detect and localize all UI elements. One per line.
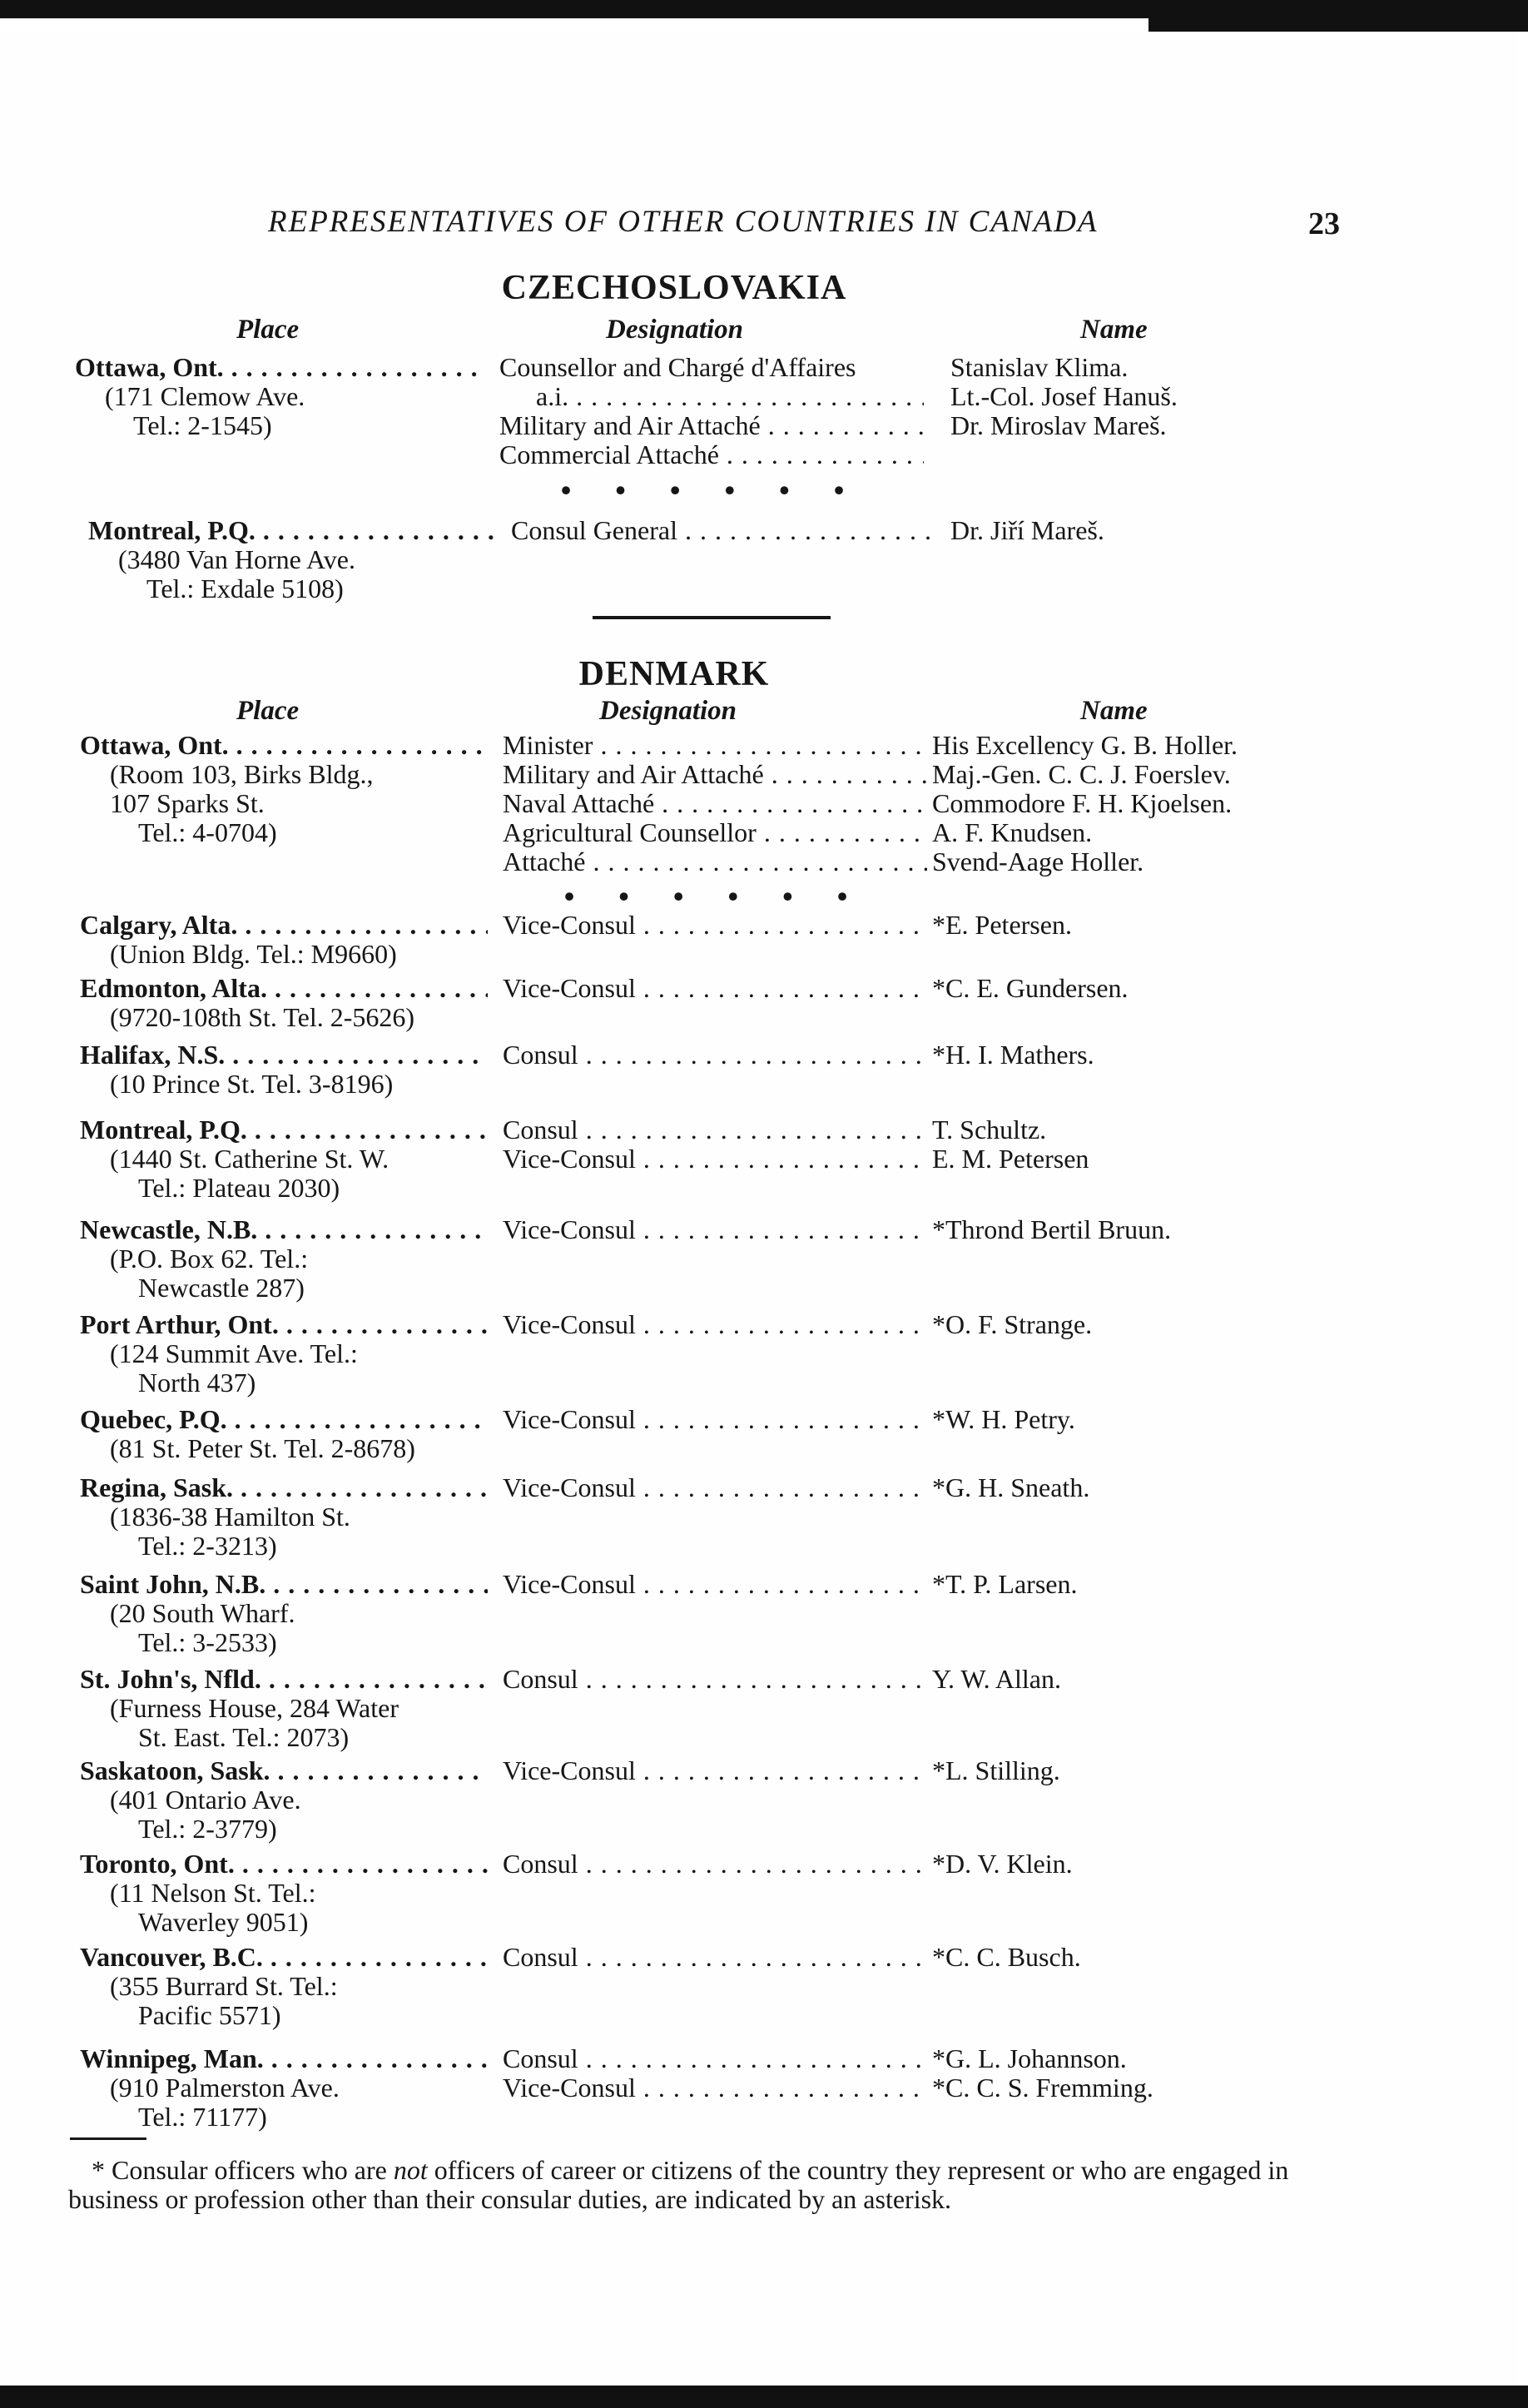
footnote-text-before: Consular officers who are: [112, 2155, 394, 2185]
designation: Military and Air Attaché . . .: [499, 411, 924, 440]
place-address: Tel.: 3-2533): [138, 1628, 277, 1657]
place-city: Regina, Sask. . . .: [80, 1473, 488, 1502]
designation: a.i. . . .: [499, 382, 924, 411]
place-city: Newcastle, N.B. . . .: [80, 1215, 488, 1244]
representative-name: *D. V. Klein.: [932, 1849, 1073, 1879]
designation-cell: [503, 1665, 927, 1694]
designation-cell: [503, 1405, 927, 1434]
designation-cell: [503, 974, 927, 1003]
designation-cell: [503, 911, 927, 940]
representative-name: *H. I. Mathers.: [932, 1040, 1094, 1070]
designation-cell: [511, 516, 935, 545]
place-address: (20 South Wharf.: [110, 1599, 295, 1628]
representative-name: *C. E. Gundersen.: [932, 974, 1129, 1003]
place-address: (11 Nelson St. Tel.:: [110, 1879, 316, 1908]
name-cell: [950, 516, 1528, 545]
column-header-name: Name: [1080, 696, 1148, 726]
designation: Vice-Consul . . .: [503, 2073, 927, 2103]
place-city: Ottawa, Ont. . . .: [80, 731, 488, 760]
name-cell: [932, 1473, 1515, 1502]
place-cell: [80, 731, 488, 847]
place-city: Port Arthur, Ont. . . .: [80, 1310, 488, 1339]
designation: Consul . . .: [503, 1849, 927, 1879]
name-cell: [932, 1040, 1515, 1070]
page-header: [0, 204, 1528, 246]
representative-name: Commodore F. H. Kjoelsen.: [932, 789, 1233, 818]
place-address: North 437): [138, 1368, 256, 1398]
designation: Vice-Consul . . .: [503, 1310, 927, 1339]
place-city: Toronto, Ont. . . .: [80, 1849, 488, 1879]
place-address: (1440 St. Catherine St. W.: [110, 1144, 389, 1174]
place-cell: [80, 1310, 488, 1398]
place-cell: [80, 1849, 488, 1937]
column-header-designation: Designation: [606, 315, 744, 345]
designation: Vice-Consul . . .: [503, 911, 927, 940]
designation: Consul . . .: [503, 2044, 927, 2073]
designation: Consul . . .: [503, 1115, 927, 1144]
name-cell: [932, 1115, 1515, 1174]
designation: Naval Attaché . . .: [503, 789, 927, 818]
place-city: Montreal, P.Q. . . .: [80, 1115, 488, 1144]
place-address: (Union Bldg. Tel.: M9660): [110, 940, 397, 969]
name-cell: [932, 1570, 1515, 1599]
place-address: (171 Clemow Ave.: [105, 382, 305, 411]
place-cell: [80, 1570, 488, 1657]
name-cell: [932, 1215, 1515, 1244]
name-cell: [932, 1756, 1515, 1785]
representative-name: *C. C. Busch.: [932, 1943, 1081, 1972]
representative-name: Lt.-Col. Josef Hanuš.: [950, 382, 1178, 411]
representative-name: *O. F. Strange.: [932, 1310, 1093, 1339]
place-address: (Furness House, 284 Water: [110, 1694, 399, 1723]
column-headers-czechoslovakia: [0, 315, 1528, 351]
place-city: Edmonton, Alta. . . .: [80, 974, 488, 1003]
representative-name: *T. P. Larsen.: [932, 1570, 1078, 1599]
column-headers-denmark: [0, 696, 1528, 732]
place-city: Saint John, N.B. . . .: [80, 1570, 488, 1599]
designation-cell: [503, 1849, 927, 1879]
representative-name: *E. Petersen.: [932, 911, 1072, 940]
footnote-text-after: officers of career or citizens of the country they represent or who are engaged in business or profession other than their consular duties, are indicated by an asterisk.: [68, 2155, 1289, 2214]
place-address: (910 Palmerston Ave.: [110, 2073, 340, 2103]
scan-border-bottom: [0, 2386, 1528, 2408]
place-cell: [80, 974, 488, 1032]
name-cell: [932, 1665, 1515, 1694]
place-address: (401 Ontario Ave.: [110, 1785, 301, 1815]
designation: Vice-Consul . . .: [503, 974, 927, 1003]
place-address: Newcastle 287): [138, 1274, 305, 1303]
footnote-marker: *: [92, 2155, 105, 2185]
designation: Vice-Consul . . .: [503, 1570, 927, 1599]
name-cell: [932, 1849, 1515, 1879]
place-city: Saskatoon, Sask. . . .: [80, 1756, 488, 1785]
representative-name: Stanislav Klima.: [950, 353, 1129, 382]
footnote-emphasis: not: [393, 2155, 428, 2185]
representative-name: Y. W. Allan.: [932, 1665, 1061, 1694]
place-cell: [80, 2044, 488, 2132]
place-address: St. East. Tel.: 2073): [138, 1723, 350, 1752]
place-cell: [88, 516, 496, 603]
country-heading-denmark: DENMARK: [578, 655, 770, 693]
representative-name: *Thrond Bertil Bruun.: [932, 1215, 1172, 1244]
name-cell: [950, 353, 1528, 440]
name-cell: [932, 911, 1515, 940]
place-cell: [80, 1405, 488, 1463]
place-city: Montreal, P.Q. . . .: [88, 516, 496, 545]
designation: Consul . . .: [503, 1665, 927, 1694]
place-address: Pacific 5571): [138, 2001, 281, 2030]
separator-bullets: • • • • • •: [563, 880, 866, 913]
page-number: 23: [1308, 206, 1340, 241]
representative-name: *L. Stilling.: [932, 1756, 1060, 1785]
place-telephone: Tel.: Exdale 5108): [146, 574, 344, 603]
designation: Minister . . .: [503, 731, 927, 760]
name-cell: [932, 974, 1515, 1003]
place-cell: [80, 1665, 488, 1752]
place-telephone: Tel.: 2-1545): [133, 411, 272, 440]
representative-name: *C. C. S. Fremming.: [932, 2073, 1153, 2103]
designation: Vice-Consul . . .: [503, 1215, 927, 1244]
place-cell: [80, 1756, 488, 1844]
representative-name: Dr. Miroslav Mareš.: [950, 411, 1167, 440]
designation: Vice-Consul . . .: [503, 1473, 927, 1502]
designation-cell: [503, 731, 927, 876]
place-city: Ottawa, Ont. . . .: [75, 353, 483, 382]
running-title: REPRESENTATIVES OF OTHER COUNTRIES IN CANADA: [268, 205, 1099, 239]
name-cell: [932, 2044, 1515, 2103]
column-header-designation: Designation: [599, 696, 737, 726]
designation: Attaché . . .: [503, 847, 927, 876]
representative-name: *G. H. Sneath.: [932, 1473, 1090, 1502]
place-address: 107 Sparks St.: [110, 789, 265, 818]
place-city: Halifax, N.S. . . .: [80, 1040, 488, 1070]
column-header-name: Name: [1080, 315, 1148, 345]
place-cell: [80, 911, 488, 969]
representative-name: Dr. Jiří Mareš.: [950, 516, 1104, 545]
designation: Vice-Consul . . .: [503, 1144, 927, 1174]
place-city: Winnipeg, Man. . . .: [80, 2044, 488, 2073]
designation-cell: [503, 1040, 927, 1070]
place-address: (9720-108th St. Tel. 2-5626): [110, 1003, 415, 1032]
designation-cell: [503, 1756, 927, 1785]
place-address: (P.O. Box 62. Tel.:: [110, 1244, 309, 1274]
place-cell: [80, 1943, 488, 2030]
representative-name: *W. H. Petry.: [932, 1405, 1075, 1434]
place-address: (10 Prince St. Tel. 3-8196): [110, 1070, 394, 1099]
designation-cell: [503, 1943, 927, 1972]
place-address: (Room 103, Birks Bldg.,: [110, 760, 374, 789]
place-address: Tel.: 4-0704): [138, 818, 277, 847]
name-cell: [932, 731, 1515, 876]
place-cell: [80, 1215, 488, 1303]
designation-cell: [499, 353, 924, 469]
country-heading-czechoslovakia: CZECHOSLOVAKIA: [501, 269, 847, 307]
place-address: (3480 Van Horne Ave.: [118, 545, 355, 574]
designation: Consul . . .: [503, 1943, 927, 1972]
designation-cell: [503, 1215, 927, 1244]
place-cell: [80, 1115, 488, 1203]
place-address: Tel.: Plateau 2030): [138, 1174, 340, 1203]
designation: Counsellor and Chargé d'Affaires: [499, 353, 856, 382]
place-cell: [80, 1040, 488, 1099]
representative-name: Svend-Aage Holler.: [932, 847, 1144, 876]
representative-name: Maj.-Gen. C. C. J. Foerslev.: [932, 760, 1231, 789]
name-cell: [932, 1943, 1515, 1972]
place-city: St. John's, Nfld. . . .: [80, 1665, 488, 1694]
designation-cell: [503, 2044, 927, 2103]
place-address: Tel.: 71177): [138, 2103, 267, 2132]
designation: Agricultural Counsellor . . .: [503, 818, 927, 847]
footnote-rule: [70, 2137, 146, 2140]
name-cell: [932, 1405, 1515, 1434]
designation: Vice-Consul . . .: [503, 1405, 927, 1434]
place-city: Quebec, P.Q. . . .: [80, 1405, 488, 1434]
designation: Consul General . . .: [511, 516, 935, 545]
place-address: Waverley 9051): [138, 1908, 309, 1937]
scan-border-top-right: [1148, 18, 1528, 32]
designation-cell: [503, 1310, 927, 1339]
designation: Military and Air Attaché . . .: [503, 760, 927, 789]
place-cell: [80, 1473, 488, 1561]
name-cell: [932, 1310, 1515, 1339]
designation-cell: [503, 1473, 927, 1502]
place-address: Tel.: 2-3779): [138, 1815, 277, 1844]
place-address: (1836-38 Hamilton St.: [110, 1502, 350, 1532]
representative-name: His Excellency G. B. Holler.: [932, 731, 1238, 760]
representative-name: T. Schultz.: [932, 1115, 1047, 1144]
column-header-place: Place: [236, 315, 300, 345]
designation: Vice-Consul . . .: [503, 1756, 927, 1785]
place-city: Calgary, Alta. . . .: [80, 911, 488, 940]
representative-name: A. F. Knudsen.: [932, 818, 1093, 847]
designation: Commercial Attaché . . .: [499, 440, 924, 469]
place-address: Tel.: 2-3213): [138, 1532, 277, 1561]
footnote: [68, 2156, 1317, 2214]
separator-bullets: • • • • • •: [560, 474, 863, 507]
designation-cell: [503, 1570, 927, 1599]
representative-name: E. M. Petersen: [932, 1144, 1089, 1174]
scan-border-top: [0, 0, 1528, 18]
designation: Consul . . .: [503, 1040, 927, 1070]
designation-cell: [503, 1115, 927, 1174]
representative-name: *G. L. Johannson.: [932, 2044, 1127, 2073]
section-divider: [593, 616, 831, 619]
place-address: (355 Burrard St. Tel.:: [110, 1972, 338, 2001]
place-address: (81 St. Peter St. Tel. 2-8678): [110, 1434, 415, 1463]
place-city: Vancouver, B.C. . . .: [80, 1943, 488, 1972]
column-header-place: Place: [236, 696, 300, 726]
place-address: (124 Summit Ave. Tel.:: [110, 1339, 358, 1368]
place-cell: [75, 353, 483, 440]
